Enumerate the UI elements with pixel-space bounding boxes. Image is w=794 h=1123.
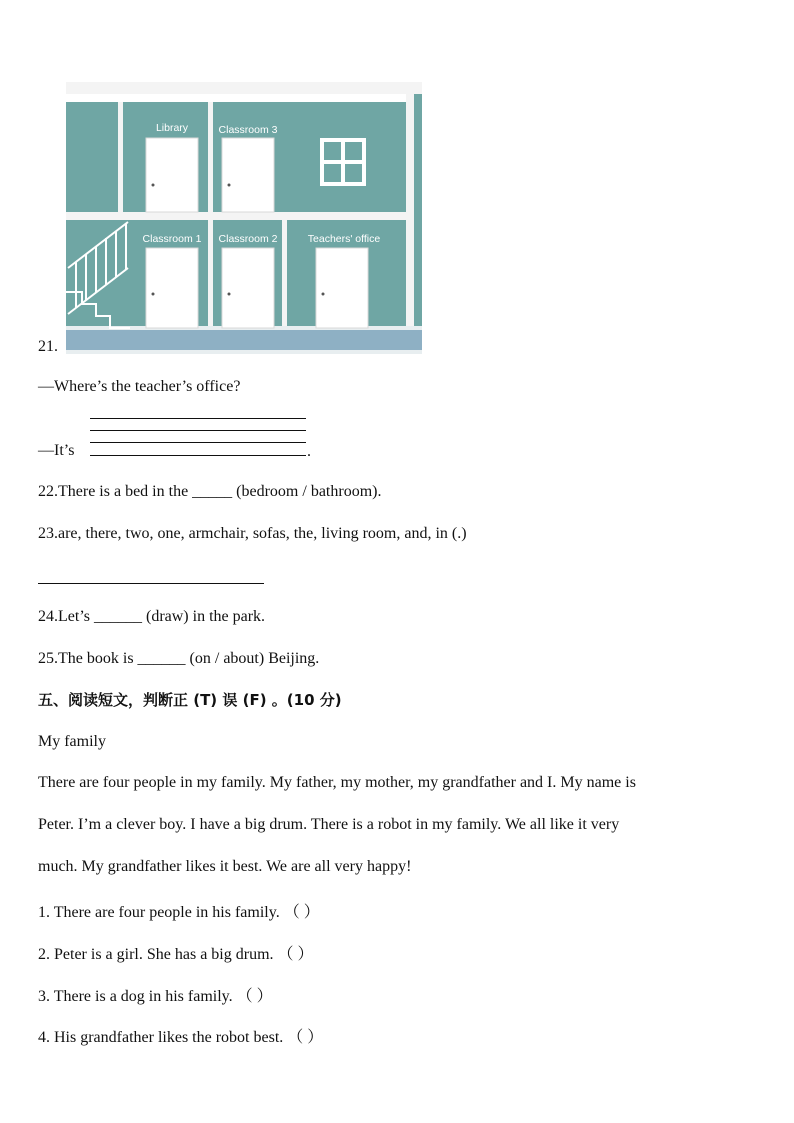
wall-separator (118, 102, 123, 212)
passage-line: much. My grandfather likes it best. We are all very happy! (38, 858, 412, 875)
statement-2: 2. Peter is a girl. She has a big drum. （ ） (38, 946, 314, 963)
passage-line: There are four people in my family. My father, my mother, my grandfather and I. My name is (38, 774, 636, 791)
question-24: 24.Let’s ______ (draw) in the park. (38, 608, 266, 625)
right-wall (406, 94, 414, 334)
door-knob (228, 293, 231, 296)
room-label-classroom-3: Classroom 3 (218, 124, 278, 136)
roof-trim (66, 94, 412, 102)
answer-line (90, 418, 306, 419)
room-label-classroom-2: Classroom 2 (218, 233, 278, 245)
classroom-2-door (222, 248, 274, 328)
wall-separator (208, 102, 213, 212)
answer-line (90, 442, 306, 443)
question-23-answer-line (38, 583, 264, 584)
window-pane (324, 142, 341, 160)
question-25: 25.The book is ______ (on / about) Beijing. (38, 650, 320, 667)
statement-4: 4. His grandfather likes the robot best. （ ） (38, 1029, 324, 1046)
wall-separator (282, 220, 287, 326)
window-pane (324, 164, 341, 182)
teachers-office-door (316, 248, 368, 328)
question-23: 23.are, there, two, one, armchair, sofas, the, living room, and, in (.) (38, 525, 467, 542)
window-pane (345, 142, 362, 160)
question-21-answer-prefix: —It’s (38, 442, 75, 459)
wall-separator (208, 220, 213, 326)
passage-title: My family (38, 733, 106, 750)
door-knob (152, 293, 155, 296)
room-label-classroom-1: Classroom 1 (142, 233, 202, 245)
answer-line (90, 455, 306, 456)
room-label-library: Library (155, 122, 189, 134)
door-knob (322, 293, 325, 296)
floor-divider (66, 212, 406, 220)
classroom-1-door (146, 248, 198, 328)
question-21-answer-end: . (307, 443, 311, 460)
passage-line: Peter. I’m a clever boy. I have a big drum. There is a robot in my family. We all like it very (38, 816, 620, 833)
school-building-picture (66, 82, 422, 354)
answer-line (90, 430, 306, 431)
door-knob (152, 184, 155, 187)
question-21-number: 21. (38, 338, 58, 355)
question-22: 22.There is a bed in the _____ (bedroom / bathroom). (38, 483, 382, 500)
statement-3: 3. There is a dog in his family. （ ） (38, 988, 273, 1005)
room-label-teachers-office: Teachers' office (307, 233, 381, 245)
window-pane (345, 164, 362, 182)
statement-1: 1. There are four people in his family. （ ） (38, 904, 320, 921)
door-knob (228, 184, 231, 187)
question-21-prompt: —Where’s the teacher’s office? (38, 378, 241, 395)
classroom-3-door (222, 138, 274, 212)
roof-cornice (66, 82, 422, 94)
section-5-heading: 五、阅读短文，判断正 (T) 误 (F) 。(10 分) (38, 691, 342, 709)
library-door (146, 138, 198, 212)
ground-shadow (66, 330, 422, 350)
